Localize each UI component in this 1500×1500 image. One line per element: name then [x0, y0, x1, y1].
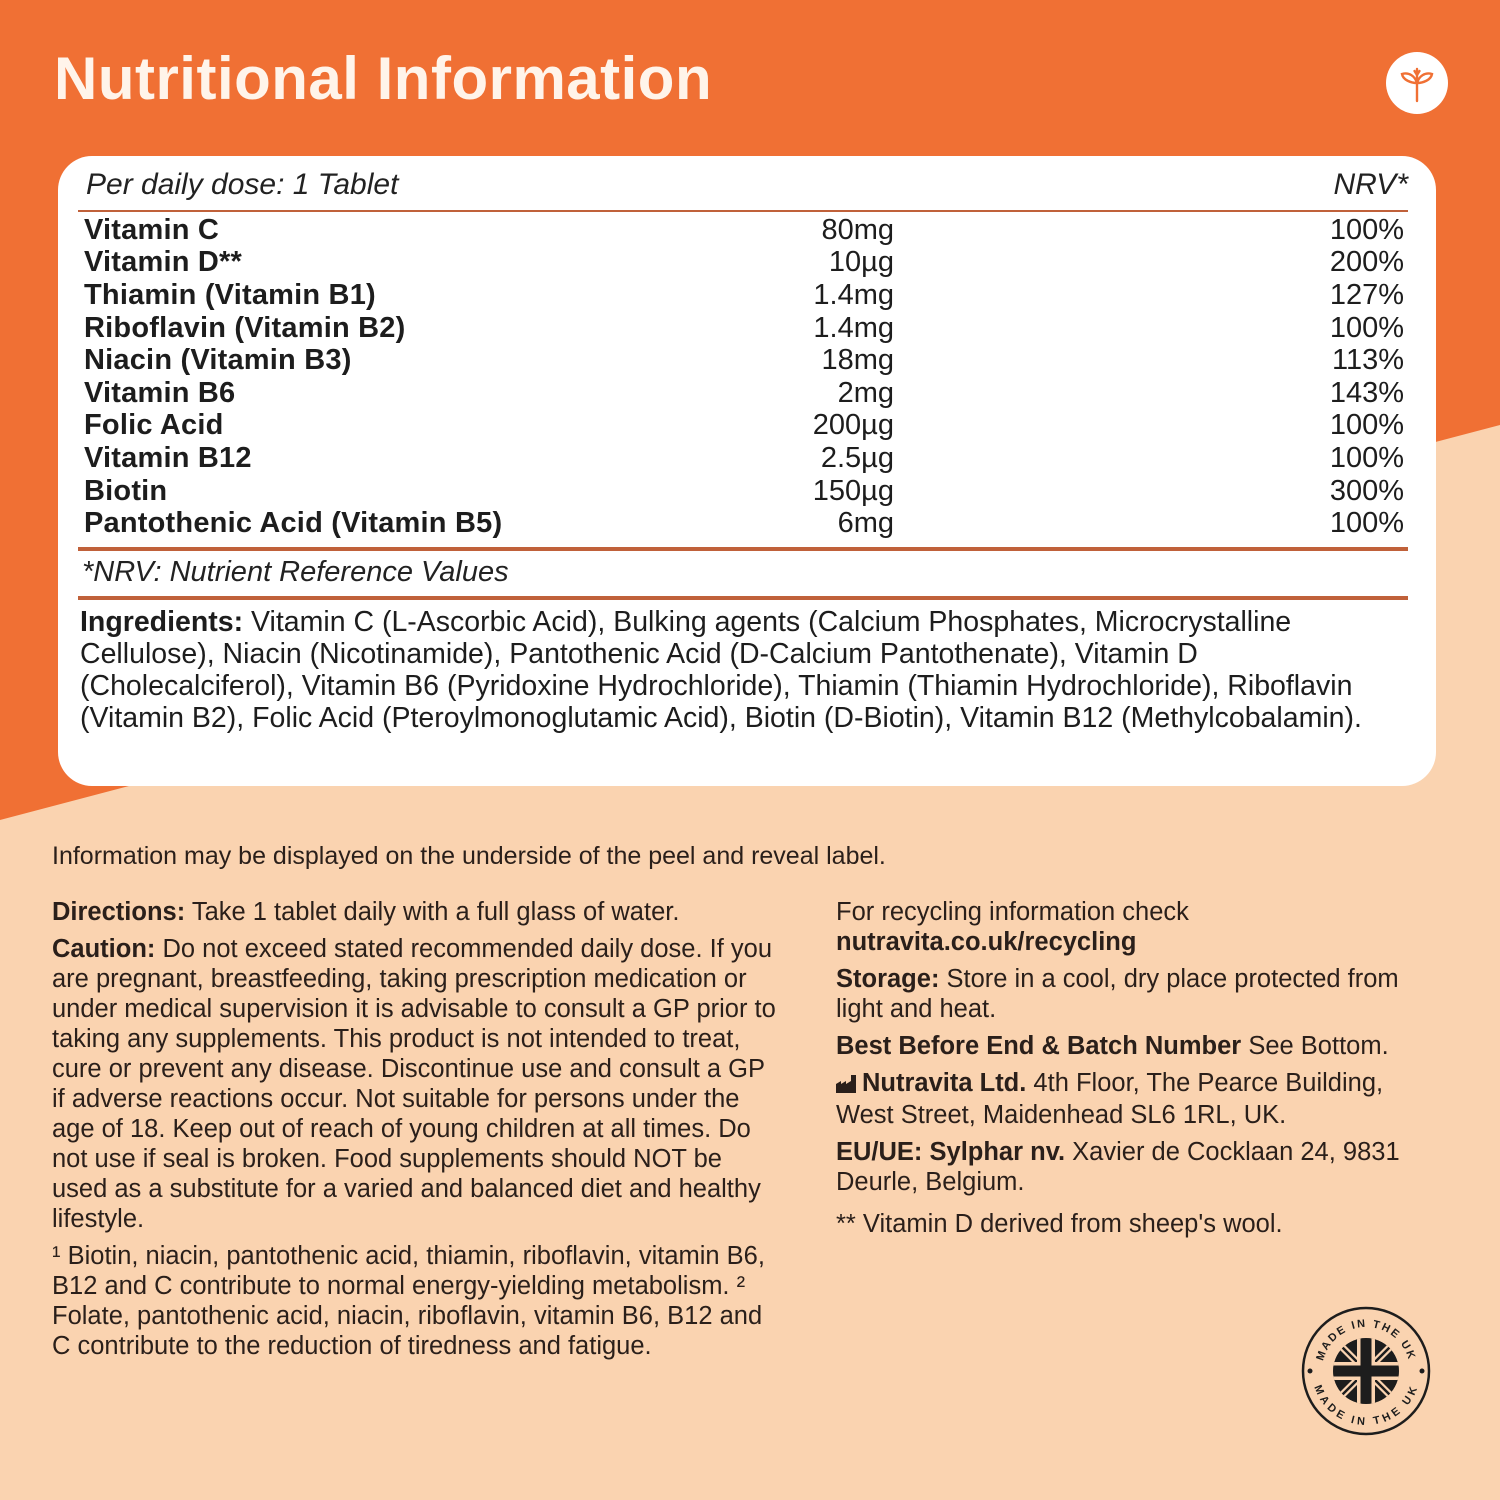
nutrient-amount: 18mg	[821, 344, 894, 377]
health-claims	[52, 1241, 782, 1361]
nutrient-amount: 150µg	[812, 474, 894, 507]
storage-text: Store in a cool, dry place protected from light and heat.	[836, 965, 1399, 1023]
ingredients-text	[80, 606, 1390, 734]
nutrient-amount: 80mg	[821, 213, 894, 246]
nutrient-name: Pantothenic Acid (Vitamin B5)	[84, 507, 503, 540]
divider	[78, 547, 1408, 551]
recycling-info	[836, 897, 1436, 957]
nrv-header: NRV*	[1333, 168, 1408, 201]
nutrient-name: Vitamin D**	[84, 246, 242, 279]
vitamin-d-note: ** Vitamin D derived from sheep's wool.	[836, 1210, 1283, 1238]
nutrient-nrv: 300%	[1329, 474, 1404, 507]
nutrient-name: Thiamin (Vitamin B1)	[84, 278, 376, 311]
eu-address: Xavier de Cocklaan 24, 9831 Deurle, Belgium.	[836, 1138, 1400, 1196]
factory-icon	[836, 1070, 858, 1100]
best-before	[836, 1031, 1436, 1061]
recycling-link[interactable]: nutravita.co.uk/recycling	[836, 928, 1137, 956]
manufacturer-address: 4th Floor, The Pearce Building, West Street, Maidenhead SL6 1RL, UK.	[836, 1069, 1384, 1129]
table-row	[84, 442, 1404, 475]
dose-label: Per daily dose: 1 Tablet	[86, 168, 399, 201]
nutrient-nrv: 100%	[1329, 409, 1404, 442]
union-jack-icon	[1330, 1335, 1402, 1407]
ingredients-list: Vitamin C (L-Ascorbic Acid), Bulking agents (Calcium Phosphates, Microcrystalline Cellulose), Niacin (Nicotinamide), Pantothenic Acid (D-Calcium Pantothenate), Vitamin D (Cholecalciferol), Vitamin B6 (Pyridoxine Hydrochloride), Thiamin (Thiamin Hydrochloride), Riboflavin (Vitamin B2), Folic Acid (Pteroylmonoglutamic Acid), Biotin (D-Biotin), Vitamin B12 (Methylcobalamin).	[80, 606, 1362, 734]
nutrient-name: Folic Acid	[84, 409, 224, 442]
directions-caution-column	[52, 897, 782, 1368]
nutrient-nrv: 143%	[1329, 376, 1404, 409]
nutrient-amount: 1.4mg	[813, 311, 894, 344]
table-row	[84, 247, 1404, 280]
page-title: Nutritional Information	[54, 45, 713, 112]
manufacturer	[836, 1068, 1436, 1130]
footnote-2-text: Folate, pantothenic acid, niacin, riboflavin, vitamin B6, B12 and C contribute to the reduction of tiredness and fatigue.	[52, 1302, 763, 1360]
nutrient-nrv: 100%	[1329, 213, 1404, 246]
nrv-footnote: *NRV: Nutrient Reference Values	[82, 556, 509, 588]
nutrient-name: Niacin (Vitamin B3)	[84, 344, 352, 377]
footnote-1-marker: ¹	[52, 1242, 61, 1270]
nutrient-amount: 200µg	[812, 409, 894, 442]
footnote-1-text: Biotin, niacin, pantothenic acid, thiamin, riboflavin, vitamin B6, B12 and C contribute to normal energy-yielding metabolism.	[52, 1242, 765, 1300]
storage	[836, 964, 1436, 1024]
bbe-text: See Bottom.	[1241, 1032, 1389, 1060]
bbe-label: Best Before End & Batch Number	[836, 1032, 1242, 1060]
caution-label: Caution:	[52, 935, 156, 963]
nutrient-amount: 6mg	[837, 507, 894, 540]
storage-label: Storage:	[836, 965, 940, 993]
table-row	[84, 377, 1404, 410]
table-row	[84, 475, 1404, 508]
table-row	[84, 344, 1404, 377]
nutrient-nrv: 100%	[1329, 311, 1404, 344]
directions-text: Take 1 tablet daily with a full glass of water.	[185, 898, 680, 926]
nutrition-card	[58, 156, 1436, 786]
nutrient-nrv: 100%	[1329, 441, 1404, 474]
table-row	[84, 507, 1404, 540]
directions	[52, 897, 782, 927]
nutrient-nrv: 200%	[1329, 246, 1404, 279]
nutrient-name: Riboflavin (Vitamin B2)	[84, 311, 406, 344]
nutrient-nrv: 100%	[1329, 507, 1404, 540]
nutrient-amount: 2mg	[837, 376, 894, 409]
nutrient-nrv: 113%	[1331, 344, 1404, 377]
badge-top-text: MADE IN THE UK	[1314, 1317, 1418, 1363]
table-row	[84, 214, 1404, 247]
nutrition-table	[84, 214, 1404, 540]
made-in-uk-badge	[1300, 1305, 1432, 1437]
nutrient-name: Vitamin B12	[84, 441, 252, 474]
eu-label: EU/UE: Sylphar nv.	[836, 1138, 1066, 1166]
divider	[78, 210, 1408, 212]
nutrient-amount: 2.5µg	[820, 441, 894, 474]
peel-label-note: Information may be displayed on the underside of the peel and reveal label.	[52, 842, 886, 870]
directions-label: Directions:	[52, 898, 186, 926]
leaf-sprout-icon	[1386, 52, 1448, 114]
table-row	[84, 312, 1404, 345]
storage-company-column	[836, 897, 1436, 1246]
nutrient-nrv: 127%	[1329, 278, 1404, 311]
nutrient-name: Vitamin C	[84, 213, 220, 246]
nutrient-name: Vitamin B6	[84, 376, 236, 409]
eu-representative	[836, 1137, 1436, 1197]
nutrient-amount: 10µg	[828, 246, 894, 279]
nutrient-amount: 1.4mg	[813, 278, 894, 311]
divider	[78, 596, 1408, 600]
caution	[52, 934, 782, 1234]
nutrient-name: Biotin	[84, 474, 168, 507]
ingredients-label: Ingredients:	[80, 606, 244, 638]
manufacturer-name: Nutravita Ltd.	[862, 1069, 1027, 1097]
badge-bottom-text: MADE IN THE UK	[1311, 1383, 1421, 1429]
table-row	[84, 410, 1404, 443]
nutrition-table-header	[86, 168, 1408, 202]
table-row	[84, 279, 1404, 312]
caution-text: Do not exceed stated recommended daily dose. If you are pregnant, breastfeeding, taking prescription medication or under medical supervision it is advisable to consult a GP prior to taking any supplements. This product is not intended to treat, cure or prevent any disease. Discontinue use and consult a GP if adverse reactions occur. Not suitable for persons under the age of 18. Keep out of reach of young children at all times. Do not use if seal is broken. Food supplements should NOT be used as a substitute for a varied and balanced diet and healthy lifestyle.	[52, 935, 776, 1233]
recycling-text: For recycling information check	[836, 898, 1189, 926]
footnote-2-marker: ²	[736, 1272, 746, 1300]
